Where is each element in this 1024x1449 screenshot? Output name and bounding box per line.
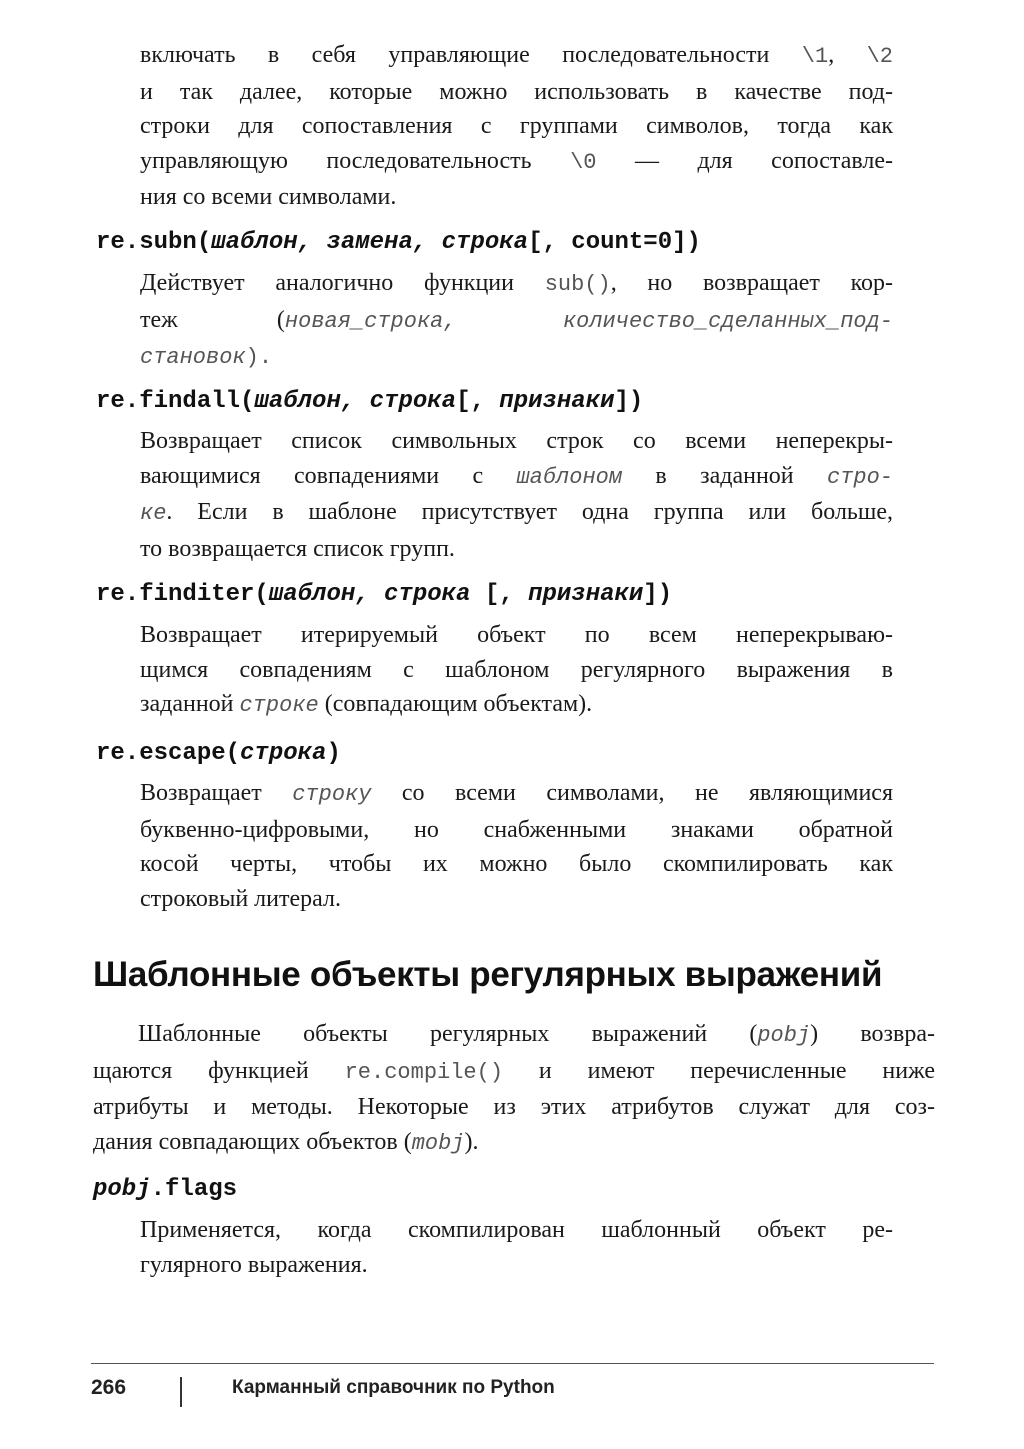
text-line: Действует аналогично функции sub(), но возвращает кор- bbox=[140, 270, 894, 297]
text-line: гулярного выражения. bbox=[140, 1251, 368, 1278]
text-line: становок). bbox=[140, 345, 273, 371]
text-line: вающимися совпадениями с шаблоном в заданной стро- bbox=[140, 462, 894, 490]
findall-description bbox=[140, 424, 893, 566]
footer-rule bbox=[91, 1363, 934, 1364]
text-line: щаются функцией re.compile() и имеют перечисленные ниже bbox=[93, 1057, 935, 1085]
text-line: строковый литерал. bbox=[140, 885, 341, 912]
text-line: теж (новая_строка, количество_сделанных_под- bbox=[140, 306, 894, 334]
subn-description bbox=[140, 266, 893, 376]
text-line: Возвращает список символьных строк со всеми неперекры- bbox=[140, 428, 893, 454]
text-line: ния со всеми символами. bbox=[140, 184, 397, 211]
text-line: косой черты, чтобы их можно было скомпилировать как bbox=[140, 851, 893, 878]
text-line: включать в себя управляющие последовательности \1, \2 bbox=[140, 42, 894, 69]
subn-signature: re.subn(шаблон, замена, строка[, count=0]) bbox=[96, 229, 701, 256]
text-line: буквенно-цифровыми, но снабженными знаками обратной bbox=[140, 816, 893, 843]
flags-description bbox=[140, 1213, 893, 1282]
text-line: строки для сопоставления с группами символов, тогда как bbox=[140, 113, 893, 140]
text-line: управляющую последовательность \0 — для сопоставле- bbox=[140, 147, 893, 175]
page-number: 266 bbox=[91, 1376, 127, 1399]
text-line: щимся совпадениям с шаблоном регулярного выражения в bbox=[140, 656, 893, 683]
text-line: дания совпадающих объектов (mobj). bbox=[93, 1128, 479, 1156]
text-line: атрибуты и методы. Некоторые из этих атрибутов служат для соз- bbox=[93, 1094, 935, 1121]
escape-signature: re.escape(строка) bbox=[96, 740, 341, 767]
text-line: заданной строке (совпадающим объектам). bbox=[140, 691, 593, 719]
flags-signature: pobj.flags bbox=[93, 1176, 238, 1203]
findall-signature: re.findall(шаблон, строка[, признаки]) bbox=[96, 388, 644, 415]
finditer-description bbox=[140, 618, 893, 724]
text-line: Шаблонные объекты регулярных выражений (pobj) возвра- bbox=[138, 1021, 935, 1048]
text-line: и так далее, которые можно использовать в качестве под- bbox=[140, 78, 893, 105]
text-line: то возвращается список групп. bbox=[140, 535, 455, 562]
escape-description bbox=[140, 776, 893, 916]
running-footer-title: Карманный справочник по Python bbox=[232, 1377, 555, 1398]
section-heading: Шаблонные объекты регулярных выражений bbox=[93, 955, 883, 994]
text-line: Возвращает строку со всеми символами, не являющимися bbox=[140, 780, 893, 807]
text-line: ке. Если в шаблоне присутствует одна группа или больше, bbox=[140, 499, 893, 527]
text-line: Применяется, когда скомпилирован шаблонный объект ре- bbox=[140, 1217, 893, 1243]
section-intro bbox=[93, 1017, 935, 1161]
finditer-signature: re.finditer(шаблон, строка [, признаки]) bbox=[96, 581, 673, 608]
text-line: Возвращает итерируемый объект по всем неперекрываю- bbox=[140, 622, 893, 648]
footer-separator bbox=[180, 1377, 182, 1407]
sub-description-continuation bbox=[140, 38, 893, 215]
